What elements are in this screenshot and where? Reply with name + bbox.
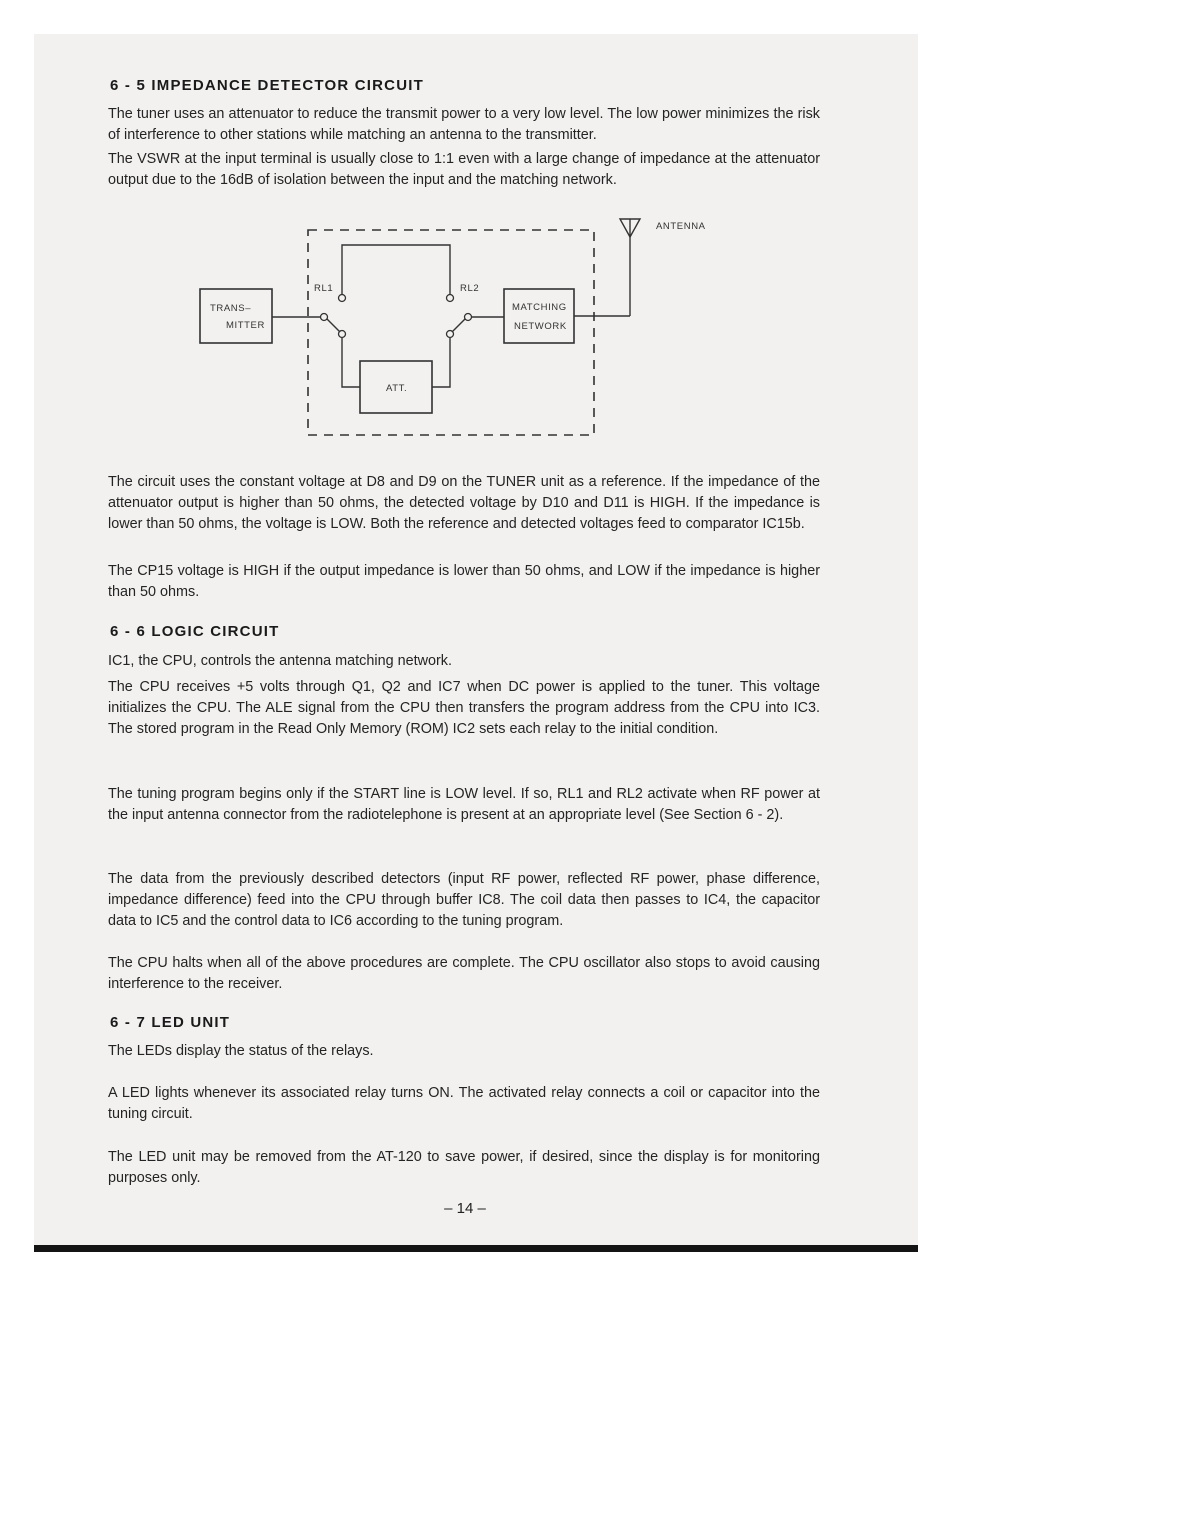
attenuator-label: ATT. <box>386 383 408 394</box>
section-6-5-paragraph-3: The circuit uses the constant voltage at D8 and D9 on the TUNER unit as a reference. If the impedance of the attenuator output is higher than 50 ohms, the detected voltage by D10 and D11 is HIGH. If the impedance is lower than 50 ohms, the voltage is LOW. Both the reference and detected voltages feed to comparator IC15b. <box>108 474 820 532</box>
section-6-7-heading: 6 - 7 LED UNIT <box>110 1014 231 1031</box>
section-6-7-paragraph-2: A LED lights whenever its associated relay turns ON. The activated relay connects a coil or capacitor into the tuning circuit. <box>108 1085 820 1122</box>
section-6-6-paragraph-1: IC1, the CPU, controls the antenna matching network. <box>108 653 452 669</box>
scan-bottom-edge <box>34 1245 918 1252</box>
section-6-5-heading: 6 - 5 IMPEDANCE DETECTOR CIRCUIT <box>110 77 424 94</box>
matching-network-label-line-2: NETWORK <box>514 321 567 332</box>
rl1-relay-switch <box>321 295 346 338</box>
relay-enclosure-dashed-box <box>308 230 594 435</box>
att-to-rl2-wire <box>432 338 450 387</box>
page-number: – 14 – <box>444 1200 486 1217</box>
section-6-6-paragraph-4: The data from the previously described detectors (input RF power, reflected RF power, phase difference, impedance difference) feed into the CPU through buffer IC8. The coil data then passes to IC4, the capacitor data to IC5 and the control data to IC6 according to the tuning program. <box>108 871 820 929</box>
matching-network-label-line-1: MATCHING <box>512 302 567 313</box>
rl2-relay-switch <box>447 295 472 338</box>
antenna-icon <box>620 219 640 316</box>
rl1-to-att-wire <box>342 338 360 387</box>
matching-network-block <box>504 289 574 343</box>
transmitter-block <box>200 289 272 343</box>
section-6-6-paragraph-5: The CPU halts when all of the above procedures are complete. The CPU oscillator also stops to avoid causing interference to the receiver. <box>108 955 820 992</box>
rl2-label: RL2 <box>460 283 480 294</box>
section-6-7-paragraph-1: The LEDs display the status of the relays. <box>108 1043 374 1059</box>
antenna-label: ANTENNA <box>656 221 706 232</box>
impedance-detector-block-diagram <box>190 205 730 455</box>
transmitter-label-line-2: MITTER <box>226 320 265 331</box>
section-6-6-paragraph-2: The CPU receives +5 volts through Q1, Q2 and IC7 when DC power is applied to the tuner. This voltage initializes the CPU. The ALE signal from the CPU then transfers the program address from the CPU into IC3. The stored program in the Read Only Memory (ROM) IC2 sets each relay to the initial condition. <box>108 679 820 737</box>
section-6-5-paragraph-2: The VSWR at the input terminal is usually close to 1:1 even with a large change of impedance at the attenuator output due to the 16dB of isolation between the input and the matching network. <box>108 151 820 188</box>
section-6-5-paragraph-4: The CP15 voltage is HIGH if the output impedance is lower than 50 ohms, and LOW if the impedance is higher than 50 ohms. <box>108 563 820 600</box>
transmitter-label-line-1: TRANS– <box>210 303 252 314</box>
section-6-5-paragraph-1: The tuner uses an attenuator to reduce the transmit power to a very low level. The low power minimizes the risk of interference to other stations while matching an antenna to the transmitter. <box>108 106 820 143</box>
section-6-7-paragraph-3: The LED unit may be removed from the AT-120 to save power, if desired, since the display is for monitoring purposes only. <box>108 1149 820 1186</box>
section-6-6-heading: 6 - 6 LOGIC CIRCUIT <box>110 623 280 640</box>
section-6-6-paragraph-3: The tuning program begins only if the START line is LOW level. If so, RL1 and RL2 activate when RF power at the input antenna connector from the radiotelephone is present at an appropriate level (See Section 6 - 2). <box>108 786 820 823</box>
rl1-label: RL1 <box>314 283 334 294</box>
bypass-path-wire <box>342 245 450 294</box>
